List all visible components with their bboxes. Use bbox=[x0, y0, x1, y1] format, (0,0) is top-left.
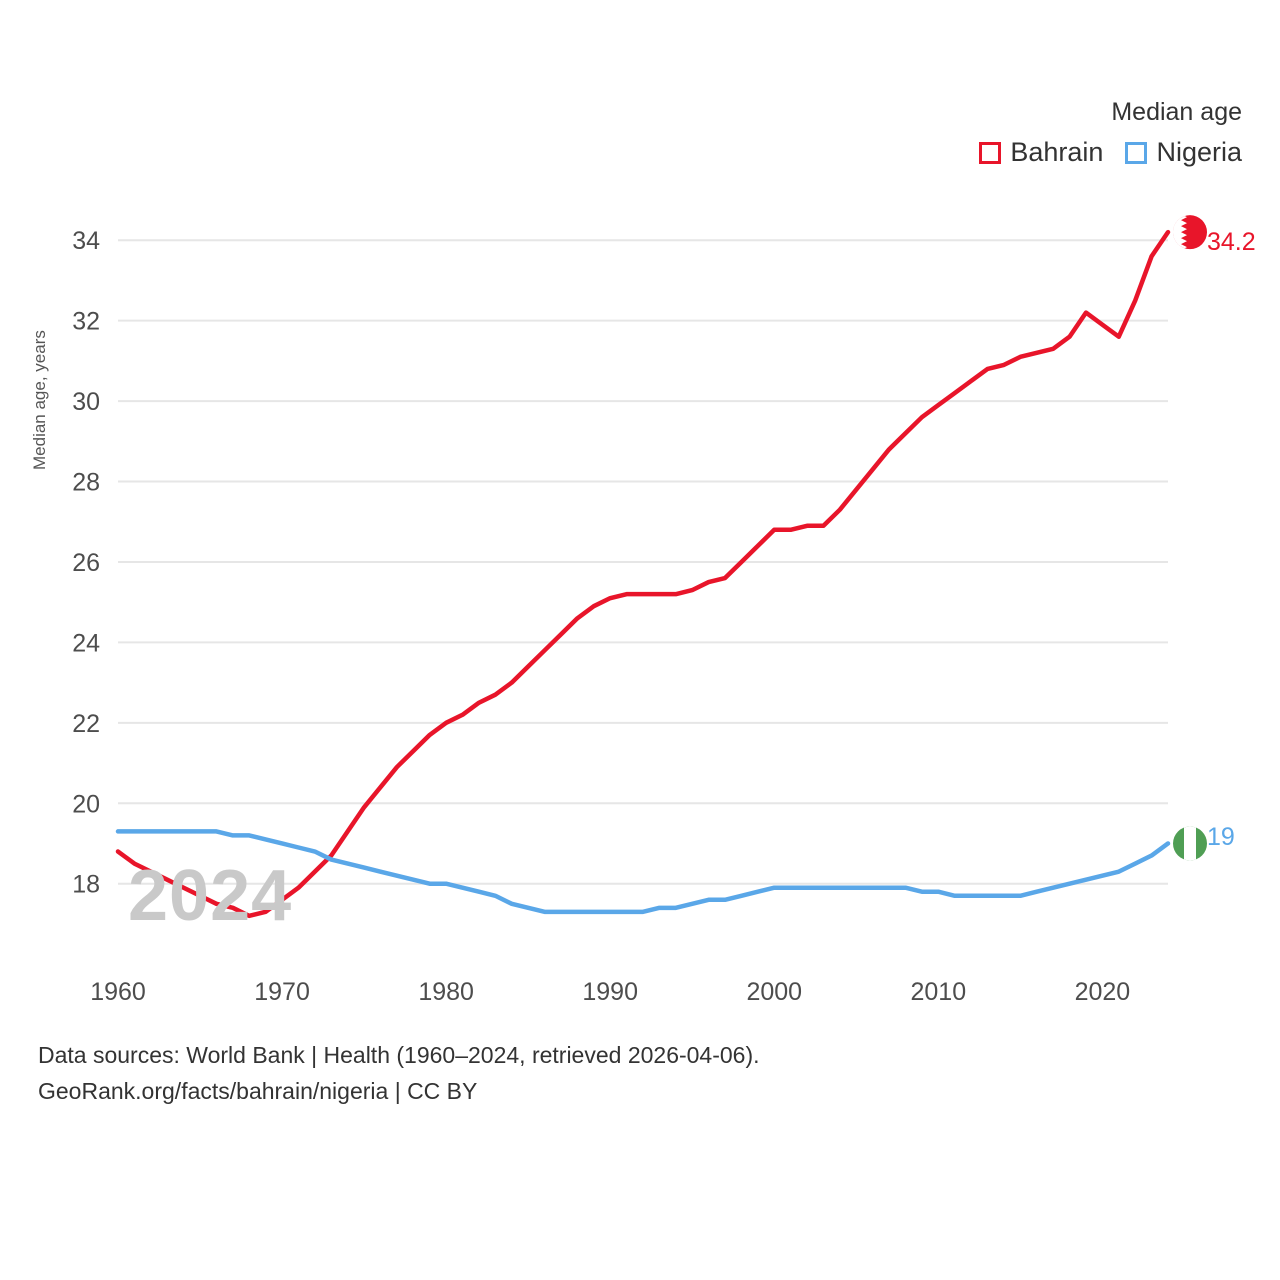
x-tick-label: 1980 bbox=[418, 978, 474, 1006]
footer bbox=[38, 1038, 760, 1109]
legend-item-bahrain[interactable] bbox=[979, 137, 1103, 168]
x-tick-label: 1970 bbox=[254, 978, 310, 1006]
x-tick-label: 1990 bbox=[582, 978, 638, 1006]
y-tick-label: 22 bbox=[72, 709, 100, 738]
legend-title: Median age bbox=[1111, 98, 1242, 126]
footer-data-sources: Data sources: World Bank | Health (1960–2024, retrieved 2026-04-06). bbox=[38, 1042, 760, 1068]
legend-item-nigeria[interactable] bbox=[1125, 137, 1242, 168]
legend-label-bahrain: Bahrain bbox=[1010, 137, 1104, 167]
series-line-bahrain bbox=[118, 232, 1168, 916]
legend-swatch-nigeria bbox=[1125, 142, 1147, 164]
year-watermark: 2024 bbox=[128, 856, 293, 936]
end-marker-bahrain bbox=[1172, 214, 1208, 250]
end-label-bahrain: 34.2 bbox=[1207, 228, 1256, 256]
y-tick-label: 30 bbox=[72, 388, 100, 417]
end-label-nigeria: 19 bbox=[1207, 823, 1235, 851]
legend-items bbox=[979, 137, 1242, 168]
x-tick-label: 2010 bbox=[910, 978, 967, 1006]
footer-attribution: GeoRank.org/facts/bahrain/nigeria | CC BY bbox=[38, 1077, 478, 1104]
y-tick-label: 26 bbox=[72, 548, 100, 577]
y-tick-label: 18 bbox=[72, 870, 100, 899]
y-tick-label: 24 bbox=[72, 629, 100, 658]
y-axis-title: Median age, years bbox=[30, 330, 49, 470]
y-tick-label: 34 bbox=[72, 227, 100, 256]
y-tick-label: 32 bbox=[72, 307, 100, 336]
legend-label-nigeria: Nigeria bbox=[1156, 137, 1242, 167]
x-tick-label: 2020 bbox=[1074, 978, 1131, 1006]
x-tick-label: 2000 bbox=[746, 978, 803, 1006]
x-tick-label: 1960 bbox=[90, 978, 146, 1006]
y-tick-label: 20 bbox=[72, 790, 100, 819]
end-marker-nigeria bbox=[1172, 825, 1208, 861]
legend bbox=[979, 98, 1242, 168]
y-tick-label: 28 bbox=[72, 468, 100, 497]
legend-swatch-bahrain bbox=[979, 142, 1001, 164]
